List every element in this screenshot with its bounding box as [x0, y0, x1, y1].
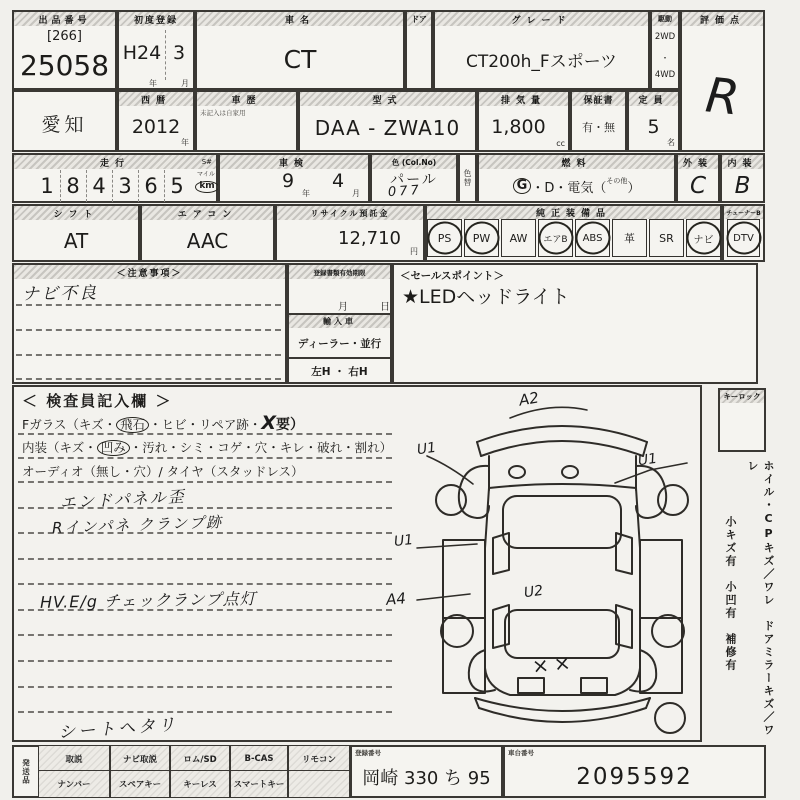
- item-blank-cell: [288, 770, 350, 798]
- mileage-digit: 5: [170, 174, 184, 198]
- sales-point-text: ★LEDヘッドライト: [402, 286, 570, 308]
- color-change-box: [458, 153, 477, 203]
- fuel-value: [479, 171, 674, 201]
- equip-airbag: エアB: [543, 234, 568, 245]
- front-glass-post: 要）: [276, 417, 305, 433]
- interior-grade-box: [720, 153, 765, 203]
- sales-point-label: ＜セールスポイント＞: [400, 270, 505, 282]
- damage-mark-u2: U2: [522, 582, 545, 602]
- fuel-other-label: その他: [606, 177, 628, 185]
- item-smart-key: スマートキー: [230, 770, 288, 798]
- displacement-label: 排気量: [479, 92, 568, 106]
- registration-number-box: [350, 745, 503, 798]
- fuel-box: [477, 153, 676, 203]
- auction-number-box: [12, 10, 117, 90]
- item-bcas: B-CAS: [230, 745, 288, 772]
- interior-post: ・汚れ・シミ・コゲ・穴・キレ・破れ・割れ）: [129, 440, 393, 455]
- model-code-box: [298, 90, 477, 152]
- sidebar-wheel-mirror-options: ホイル・CPキズ／ワレ ドアミラーキズ／ワレ: [746, 460, 775, 737]
- equip-ps: PS: [437, 231, 452, 245]
- interior-grade-label: 内装: [722, 155, 763, 169]
- mileage-digit: 8: [60, 170, 87, 202]
- item-spare-key: スペアキー: [110, 770, 170, 798]
- capacity-unit: 名: [667, 138, 675, 147]
- aircon-value: AAC: [186, 229, 229, 253]
- rule-line: [18, 481, 392, 483]
- divider: [165, 30, 166, 80]
- equip-item-3: [538, 219, 573, 257]
- grade-label: グレード: [435, 12, 648, 26]
- registration-docs-box: [287, 263, 392, 384]
- capacity-value: 5: [647, 116, 660, 138]
- inspection-year-unit: 年: [302, 189, 310, 198]
- damage-mark-a2: A2: [517, 388, 541, 410]
- first-registration-label: 初度登録: [119, 12, 193, 26]
- chassis-number-box: [503, 745, 766, 798]
- exterior-grade-label: 外装: [678, 155, 718, 169]
- mileage-mile-label: マイル: [197, 171, 215, 178]
- rule-line: [18, 660, 392, 662]
- auction-number-value: 25058: [19, 48, 110, 82]
- car-top-view-diagram: [415, 388, 710, 745]
- equip-item-5: [612, 219, 647, 257]
- displacement-box: [477, 90, 570, 152]
- shift-box: [12, 204, 140, 262]
- equip-item-1: [464, 219, 499, 257]
- color-value: パール: [390, 172, 438, 188]
- rule-line: [18, 583, 392, 585]
- damage-mark-u1-left-front: U1: [415, 439, 438, 459]
- equip-aw: AW: [509, 231, 528, 245]
- equip-item-2: [501, 219, 536, 257]
- inspector-note-handwritten: シートヘタリ: [57, 714, 179, 744]
- inspection-month: 4: [332, 170, 345, 192]
- km-circle-mark: km: [195, 181, 218, 193]
- windshield: [503, 496, 621, 548]
- displacement-value: 1,800: [491, 116, 546, 138]
- rule-line: [18, 634, 392, 636]
- inspector-note-handwritten: エンドパネル歪: [59, 486, 187, 513]
- car-history-note: 未記入は自家用: [200, 109, 246, 117]
- registration-docs-label: 登録書類有効期限: [289, 265, 390, 279]
- calendar-year-unit: 年: [181, 138, 189, 147]
- first-registration-era: H24: [122, 42, 162, 64]
- inspection-expiry-box: [218, 153, 370, 203]
- interior-condition-line: [22, 438, 392, 456]
- inspector-note-handwritten: Rインパネ クランプ跡: [51, 513, 224, 537]
- color-label: 色 (Col.No): [372, 155, 456, 169]
- item-keyless: キーレス: [170, 770, 230, 798]
- mileage-label: 走行: [14, 155, 216, 169]
- item-rom-sd: ロム/SD: [170, 745, 230, 772]
- warranty-value: 有・無: [582, 121, 615, 134]
- damage-mark-u1-left-side: U1: [393, 532, 414, 550]
- rear-bumper: [475, 698, 650, 711]
- equip-item-4: [575, 219, 610, 257]
- model-code-label: 型式: [300, 92, 475, 106]
- inspector-title: ＜ 検査員記入欄 ＞: [22, 392, 173, 410]
- import-car-label: 輸入車: [289, 315, 390, 328]
- auction-number-bracket: [266]: [47, 28, 82, 44]
- mileage-digit: 3: [112, 170, 139, 202]
- inspection-year: 9: [282, 170, 295, 192]
- capacity-box: [627, 90, 680, 152]
- left-rear-wheel: [441, 615, 473, 647]
- prefecture-box: [12, 90, 117, 152]
- equip-leather: 革: [624, 232, 635, 245]
- equip-pw: PW: [472, 231, 491, 245]
- note-rule-line: [16, 354, 281, 356]
- factory-equipment-label: 純正装備品: [427, 206, 720, 219]
- warranty-box: [570, 90, 627, 152]
- damage-mark-u1-right-front: U1: [636, 450, 659, 470]
- inspector-note-handwritten: HV.E/g チェックランプ点灯: [39, 589, 257, 612]
- first-registration-month: 3: [172, 42, 186, 64]
- capacity-label: 定員: [629, 92, 678, 106]
- item-navi-manual: ナビ取説: [110, 745, 170, 772]
- mileage-digit: 6: [138, 170, 165, 202]
- rule-line: [18, 433, 392, 435]
- equip-dtv: DTV: [733, 232, 754, 244]
- equip-abs: ABS: [582, 232, 603, 244]
- drive-option-2wd: 2WD: [654, 32, 676, 42]
- calendar-year-label: 西暦: [119, 92, 193, 106]
- registration-number-value: 岡崎 330 ち 95: [362, 768, 491, 789]
- sidebar-damage-flags: 小キズ有 小凹有 補修有: [724, 516, 737, 672]
- chassis-number-label: 車台番号: [508, 749, 534, 757]
- front-bumper: [477, 426, 647, 442]
- car-name-box: [195, 10, 405, 90]
- recycle-deposit-label: リサイクル預託金: [277, 206, 423, 220]
- inspection-expiry-label: 車検: [220, 155, 368, 169]
- exterior-grade-box: [676, 153, 720, 203]
- front-glass-line: [22, 412, 304, 434]
- recycle-deposit-box: [275, 204, 425, 262]
- car-history-box: [195, 90, 298, 152]
- calendar-year-box: [117, 90, 195, 152]
- interior-pre: 内装（キズ・: [22, 440, 97, 455]
- note-rule-line: [16, 329, 281, 331]
- fuel-close-paren: ）: [627, 180, 641, 196]
- recycle-deposit-unit: 円: [410, 247, 418, 256]
- shift-value: AT: [63, 229, 89, 253]
- front-glass-circled-option: 飛石: [116, 417, 149, 433]
- auction-number-label: 出品番号: [14, 12, 115, 26]
- docs-month-unit: 月: [338, 302, 348, 313]
- note-rule-line: [16, 304, 281, 306]
- mileage-unit: [194, 178, 220, 196]
- interior-grade-value: B: [734, 173, 751, 199]
- equip-item-6: [649, 219, 684, 257]
- equip-item-0: [427, 219, 462, 257]
- aircon-label: エアコン: [142, 206, 273, 220]
- score-box: [680, 10, 765, 152]
- tuner-label: チューナーB: [724, 206, 763, 219]
- damage-mark-xx: ××: [530, 649, 577, 679]
- fuel-label: 燃料: [479, 155, 674, 169]
- shipping-items-label: 発送品: [21, 758, 31, 785]
- handle-options: 左H ・ 右H: [311, 366, 368, 378]
- score-label: 評価点: [682, 12, 763, 26]
- docs-day-unit: 日: [380, 302, 390, 313]
- model-code-value: DAA - ZWA10: [314, 116, 461, 140]
- score-value: R: [702, 67, 743, 127]
- drive-separator: ・: [660, 54, 670, 64]
- car-name-value: CT: [283, 44, 317, 74]
- car-history-label: 車歴: [197, 92, 296, 106]
- color-box: [370, 153, 458, 203]
- door-box: [405, 10, 433, 90]
- color-change-label: 色替: [463, 169, 472, 187]
- equip-sr: SR: [659, 231, 674, 245]
- aircon-box: [140, 204, 275, 262]
- item-remote: リモコン: [288, 745, 350, 772]
- right-rear-wheel: [652, 615, 684, 647]
- recycle-deposit-value: 12,710: [338, 228, 401, 249]
- key-lock-box: [718, 388, 766, 452]
- color-code-handwritten: 077: [387, 182, 423, 201]
- drive-option-4wd: 4WD: [654, 70, 676, 80]
- calendar-year-value: 2012: [131, 116, 181, 138]
- stamp-circle: [655, 703, 685, 733]
- equip-item-7: [686, 219, 721, 257]
- front-glass-mid: ・ヒビ・リペア跡・: [149, 417, 262, 432]
- audio-tire-line: オーディオ（無し・穴）/ タイヤ（スタッドレス）: [22, 464, 304, 479]
- mileage-digit: 1: [34, 170, 61, 202]
- exterior-grade-value: C: [689, 173, 707, 199]
- month-unit: 月: [181, 79, 189, 88]
- inspection-month-unit: 月: [352, 189, 360, 198]
- rule-line: [18, 711, 392, 713]
- rule-line: [18, 686, 392, 688]
- chassis-number-value: 2095592: [576, 764, 693, 790]
- car-name-label: 車名: [197, 12, 403, 26]
- door-label: ドア: [407, 12, 431, 26]
- displacement-unit: cc: [556, 139, 565, 148]
- warranty-label: 保証書: [572, 92, 625, 106]
- mileage-digit: 4: [86, 170, 113, 202]
- fuel-gasoline-circle: G: [513, 178, 532, 194]
- item-manual: 取説: [38, 745, 110, 772]
- grade-box: [433, 10, 650, 90]
- note-rule-line: [16, 378, 281, 380]
- grade-value: CT200h_Fスポーツ: [465, 51, 618, 72]
- caution-note-handwritten: ナビ不良: [21, 283, 99, 305]
- prefecture-value: 愛知: [41, 113, 88, 136]
- mileage-s-mark: S#: [201, 158, 212, 166]
- sales-point-box: [392, 263, 758, 384]
- rule-line: [18, 457, 392, 459]
- shift-label: シフト: [14, 206, 138, 220]
- caution-notes-label: ＜注意事項＞: [14, 265, 285, 279]
- rule-line: [18, 558, 392, 560]
- front-glass-pre: Fガラス（キズ・: [22, 417, 117, 432]
- first-registration-box: [117, 10, 195, 90]
- item-number-plate: ナンバー: [38, 770, 110, 798]
- mileage-box: [12, 153, 218, 203]
- interior-circled-option: 凹み: [97, 440, 130, 456]
- registration-number-label: 登録番号: [355, 749, 381, 757]
- front-glass-x-mark: X: [261, 412, 277, 434]
- import-dealer-options: ディーラー・並行: [297, 337, 382, 350]
- year-unit: 年: [149, 79, 157, 88]
- equip-tuner-cell: [727, 219, 760, 257]
- drive-label: 駆動: [652, 12, 678, 26]
- fuel-options: ・D・電気（: [531, 180, 607, 196]
- divider: [287, 357, 390, 359]
- equip-navi: ナビ: [693, 234, 714, 246]
- damage-mark-a4: A4: [385, 589, 407, 609]
- drive-box: [650, 10, 680, 90]
- key-lock-label: キーロック: [720, 390, 764, 403]
